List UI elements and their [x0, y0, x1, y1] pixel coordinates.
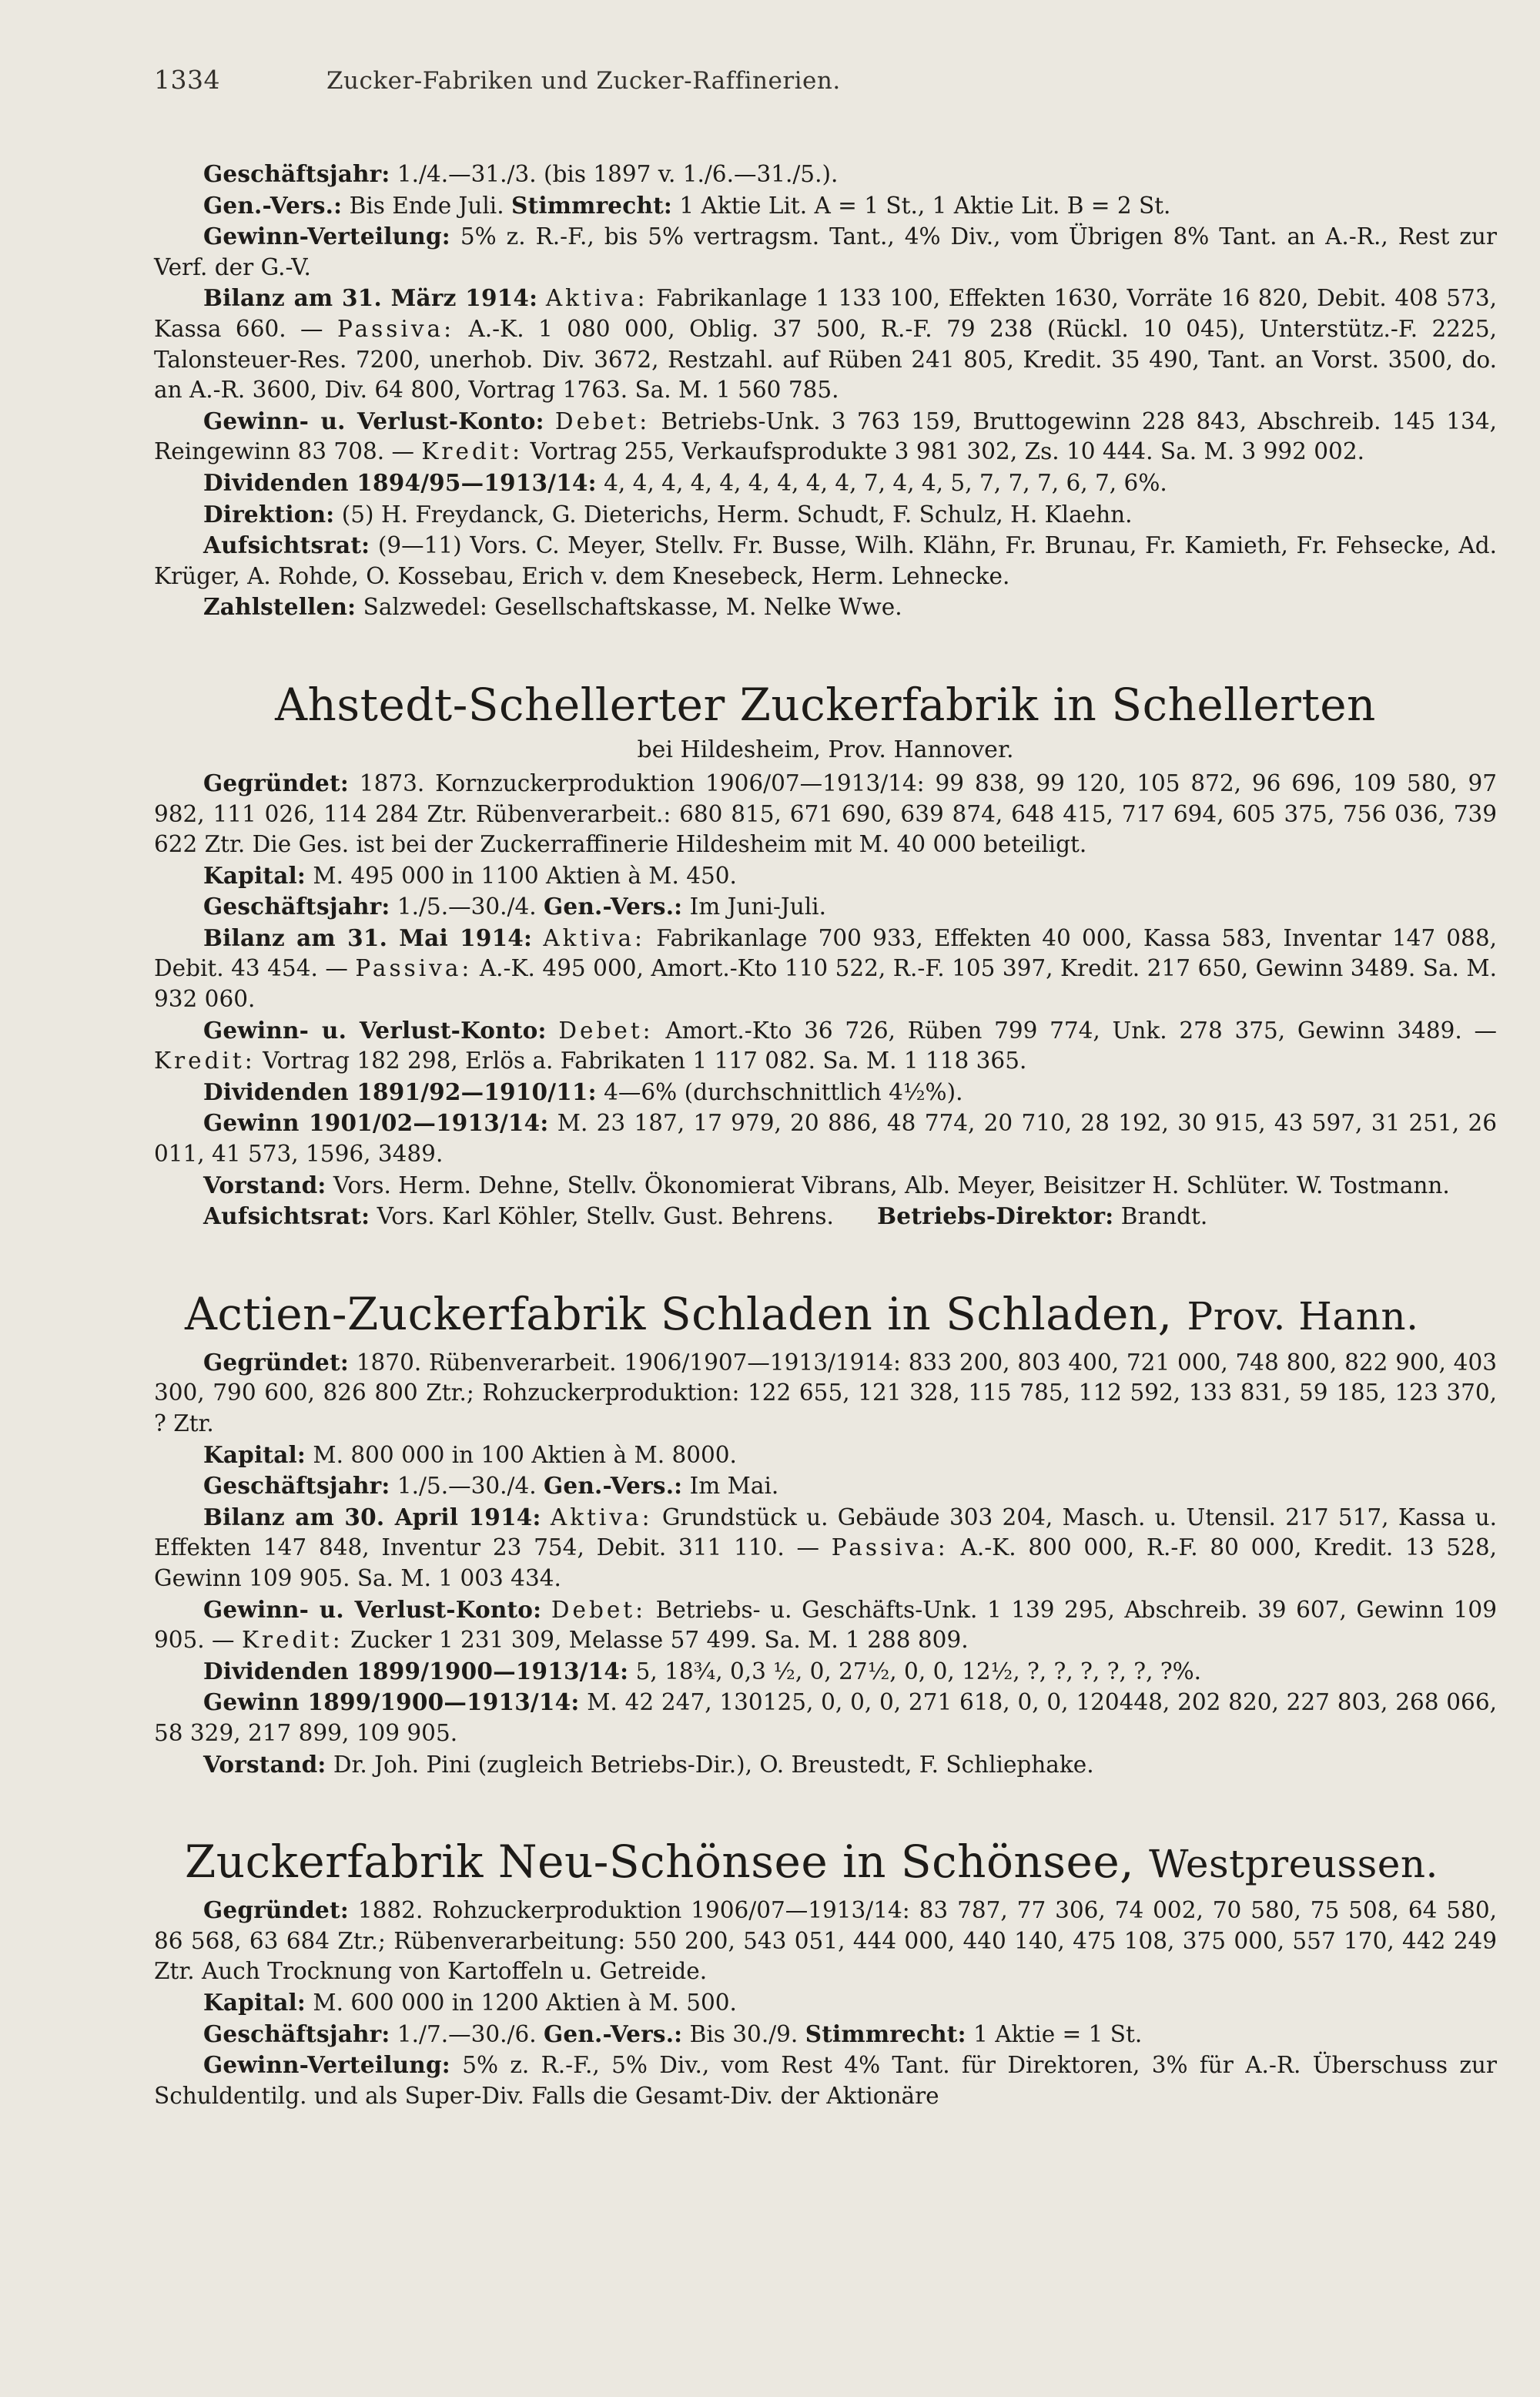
entry-label: Gegründet: [203, 1348, 349, 1376]
section-schladen [154, 1347, 1497, 1780]
section-schoensee [154, 1895, 1497, 2111]
entry-label: Gegründet: [203, 1896, 349, 1924]
debit-label: Debet: [554, 407, 651, 434]
entry-label: Gewinn-Verteilung: [203, 2051, 450, 2079]
entry-label: Dividenden 1899/1900—1913/14: [203, 1657, 629, 1685]
profit-distribution-entry [154, 221, 1497, 283]
entry-text: 1870. Rübenverarbeit. 1906/1907—1913/1914: 833 200, 803 400, 721 000, 748 800, 822 900, 403 300, 790 600, 826 800 Ztr.; Rohzuckerproduktion: 122 655, 121 328, 115 785, 112 592, 133 831, 59 185, 123 370, ? Ztr. [154, 1349, 1497, 1437]
entry-text: Im Juni-Juli. [689, 893, 826, 920]
entry-text: 1./4.—31./3. (bis 1897 v. 1./6.—31./5.). [397, 161, 839, 187]
entry-text: Fabrikanlage 700 933, Effekten 40 000, Kassa 583, Inventar 147 088, Debit. 43 454. — [154, 924, 1497, 982]
entry-label: Gewinn- u. Verlust-Konto: [203, 1016, 547, 1044]
entry-text: 1 Aktie Lit. A = 1 St., 1 Aktie Lit. B = 2 St. [679, 192, 1171, 219]
entry-label: Geschäftsjahr: [203, 160, 390, 187]
board-entry [154, 1170, 1497, 1202]
entry-text: 5% z. R.-F., 5% Div., vom Rest 4% Tant. für Direktoren, 3% für A.-R. Überschuss zur Schuldentilg. und als Super-Div. Falls die Gesamt-Div. der Aktionäre [154, 2052, 1497, 2109]
entry-label: Gewinn 1901/02—1913/14: [203, 1109, 549, 1137]
entry-text: 1./7.—30./6. [397, 2020, 537, 2047]
page-number: 1334 [154, 65, 220, 95]
entry-text: (9—11) Vors. C. Meyer, Stellv. Fr. Busse, Wilh. Klähn, Fr. Brunau, Fr. Kamieth, Fr. Fehsecke, Ad. Krüger, A. Rohde, O. Kossebau, Erich v. dem Knesebeck, Herm. Lehnecke. [154, 532, 1497, 589]
entry-label: Dividenden 1891/92—1910/11: [203, 1078, 597, 1105]
entry-label: Kapital: [203, 1440, 306, 1468]
board-entry [154, 1749, 1497, 1781]
debit-label: Debet: [558, 1017, 654, 1044]
entry-label: Gen.-Vers.: [544, 2020, 683, 2047]
fiscal-year-entry [154, 2019, 1497, 2050]
entry-text: 5% z. R.-F., bis 5% vertragsm. Tant., 4% Div., vom Übrigen 8% Tant. an A.-R., Rest zur Verf. der G.-V. [154, 223, 1497, 280]
entry-label: Gewinn-Verteilung: [203, 223, 450, 250]
dividends-entry [154, 1656, 1497, 1688]
entry-text: Dr. Joh. Pini (zugleich Betriebs-Dir.), O. Breustedt, F. Schliephake. [333, 1751, 1094, 1778]
capital-entry [154, 1440, 1497, 1471]
entry-text: Fabrikanlage 1 133 100, Effekten 1630, Vorräte 16 820, Debit. 408 573, Kassa 660. — [154, 285, 1497, 342]
title-main: Zuckerfabrik Neu-Schönsee in Schönsee, [185, 1835, 1135, 1889]
liabilities-label: Passiva: [337, 315, 455, 342]
entry-text: M. 495 000 in 1100 Aktien à M. 450. [313, 862, 737, 889]
credit-label: Kredit: [421, 438, 524, 465]
entry-label: Aufsichtsrat: [203, 531, 370, 559]
entry-label: Dividenden 1894/95—1913/14: [203, 468, 597, 496]
capital-entry [154, 860, 1497, 892]
general-meeting-entry [154, 190, 1497, 222]
founded-entry [154, 1347, 1497, 1440]
entry-text: M. 42 247, 130125, 0, 0, 0, 271 618, 0, 0, 120448, 202 820, 227 803, 268 066, 58 329, 217 899, 109 905. [154, 1689, 1497, 1746]
entry-label: Bilanz am 30. April 1914: [203, 1503, 541, 1530]
entry-text: Betriebs- u. Geschäfts-Unk. 1 139 295, Abschreib. 39 607, Gewinn 109 905. — [154, 1596, 1497, 1654]
liabilities-label: Passiva: [355, 955, 473, 982]
entry-text: Zucker 1 231 309, Melasse 57 499. Sa. M. 1 288 809. [350, 1627, 969, 1654]
entry-text: Grundstück u. Gebäude 303 204, Masch. u. Utensil. 217 517, Kassa u. Effekten 147 848, Inventur 23 754, Debit. 311 110. — [154, 1504, 1497, 1561]
profit-history-entry [154, 1108, 1497, 1169]
entry-text: 4—6% (durchschnittlich 4½%). [604, 1078, 963, 1105]
profit-distribution-entry [154, 2050, 1497, 2111]
entry-label: Gegründet: [203, 769, 349, 796]
entry-label: Bilanz am 31. Mai 1914: [203, 924, 533, 951]
profit-loss-entry [154, 406, 1497, 468]
fiscal-year-entry [154, 159, 1497, 190]
balance-entry [154, 283, 1497, 405]
entry-label: Geschäftsjahr: [203, 893, 390, 920]
entry-text: 1 Aktie = 1 St. [973, 2020, 1143, 2047]
management-entry [154, 499, 1497, 531]
running-title: Zucker-Fabriken und Zucker-Raffinerien. [326, 67, 841, 95]
balance-entry [154, 923, 1497, 1015]
entry-label: Vorstand: [203, 1750, 326, 1778]
entry-text: 1882. Rohzuckerproduktion 1906/07—1913/14: 83 787, 77 306, 74 002, 70 580, 75 508, 64 580, 86 568, 63 684 Ztr.; Rübenverarbeitung: 550 200, 543 051, 444 000, 440 140, 475 108, 375 000, 557 170, 442 249 Ztr. Auch Trocknung von Kartoffeln u. Getreide. [154, 1897, 1497, 1985]
entry-text: Betriebs-Unk. 3 763 159, Bruttogewinn 228 843, Abschreib. 145 134, Reingewinn 83 708. — [154, 407, 1497, 465]
profit-history-entry [154, 1687, 1497, 1748]
assets-label: Aktiva: [543, 924, 645, 951]
entry-text: M. 23 187, 17 979, 20 886, 48 774, 20 710, 28 192, 30 915, 43 597, 31 251, 26 011, 41 573, 1596, 3489. [154, 1110, 1497, 1168]
company-title-schladen [185, 1288, 1497, 1343]
entry-label: Gewinn- u. Verlust-Konto: [203, 1595, 542, 1623]
founded-entry [154, 1895, 1497, 1987]
dividends-entry [154, 1077, 1497, 1108]
entry-label: Stimmrecht: [805, 2020, 966, 2047]
entry-label: Aufsichtsrat: [203, 1202, 370, 1230]
credit-label: Kredit: [154, 1048, 256, 1074]
entry-text: A.-K. 800 000, R.-F. 80 000, Kredit. 13 528, Gewinn 109 905. Sa. M. 1 003 434. [154, 1534, 1497, 1591]
fiscal-year-entry [154, 891, 1497, 923]
capital-entry [154, 1987, 1497, 2019]
entry-label: Zahlstellen: [203, 593, 357, 621]
entry-label: Gen.-Vers.: [544, 893, 683, 920]
entry-text: Salzwedel: Gesellschaftskasse, M. Nelke Wwe. [363, 594, 902, 621]
company-title-schoensee [185, 1835, 1497, 1890]
company-subtitle: bei Hildesheim, Prov. Hannover. [637, 736, 1014, 763]
assets-label: Aktiva: [545, 285, 648, 312]
entry-label: Gewinn- u. Verlust-Konto: [203, 407, 544, 434]
entry-text: 1./5.—30./4. [397, 1473, 537, 1500]
entry-label: Gen.-Vers.: [544, 1472, 683, 1500]
entry-text: Vors. Karl Köhler, Stellv. Gust. Behrens. [377, 1203, 834, 1230]
supervisory-board-entry [154, 530, 1497, 592]
section-previous-company [154, 159, 1497, 623]
balance-entry [154, 1502, 1497, 1594]
entry-text: Bis 30./9. [689, 2020, 798, 2047]
entry-label: Kapital: [203, 1988, 306, 2016]
entry-text: Amort.-Kto 36 726, Rüben 799 774, Unk. 278 375, Gewinn 3489. — [665, 1017, 1497, 1044]
supervisory-board-entry [154, 1201, 1497, 1232]
entry-label: Betriebs-Direktor: [877, 1202, 1114, 1230]
entry-label: Geschäftsjahr: [203, 2020, 390, 2047]
entry-text: M. 800 000 in 100 Aktien à M. 8000. [313, 1441, 737, 1468]
entry-text: A.-K. 1 080 000, Oblig. 37 500, R.-F. 79 238 (Rückl. 10 045), Unterstütz.-F. 2225, Talonsteuer-Res. 7200, unerhob. Div. 3672, Restzahl. auf Rüben 241 805, Kredit. 35 490, Tant. an Vorst. 3500, do. an A.-R. 3600, Div. 64 800, Vortrag 1763. Sa. M. 1 560 785. [154, 315, 1497, 404]
credit-label: Kredit: [241, 1627, 343, 1654]
entry-text: Im Mai. [689, 1473, 779, 1500]
assets-label: Aktiva: [550, 1504, 653, 1530]
entry-label: Gen.-Vers.: [203, 191, 343, 219]
section-schellerten [154, 768, 1497, 1232]
entry-text: A.-K. 495 000, Amort.-Kto 110 522, R.-F. 105 397, Kredit. 217 650, Gewinn 3489. Sa. M. 932 060. [154, 955, 1497, 1013]
entry-text: 1873. Kornzuckerproduktion 1906/07—1913/14: 99 838, 99 120, 105 872, 96 696, 109 580, 97 982, 111 026, 114 284 Ztr. Rübenverarbeit.: 680 815, 671 690, 639 874, 648 415, 717 694, 605 375, 756 036, 739 622 Ztr. Die Ges. ist bei der Zuckerraffinerie Hildesheim mit M. 40 000 beteiligt. [154, 769, 1497, 858]
entry-label: Direktion: [203, 500, 335, 528]
debit-label: Debet: [551, 1596, 647, 1623]
entry-label: Bilanz am 31. März 1914: [203, 284, 538, 312]
entry-text: Vortrag 255, Verkaufsprodukte 3 981 302, Zs. 10 444. Sa. M. 3 992 002. [530, 438, 1364, 465]
entry-text: Vortrag 182 298, Erlös a. Fabrikaten 1 117 082. Sa. M. 1 118 365. [263, 1048, 1027, 1074]
title-main: Actien-Zuckerfabrik Schladen in Schladen, [185, 1287, 1173, 1340]
entry-text: Brandt. [1120, 1203, 1208, 1230]
founded-entry [154, 768, 1497, 860]
entry-text: 4, 4, 4, 4, 4, 4, 4, 4, 4, 7, 4, 4, 5, 7, 7, 7, 6, 7, 6%. [604, 469, 1167, 496]
dividends-entry [154, 468, 1497, 499]
company-title-schellerten: Ahstedt-Schellerter Zuckerfabrik in Schellerten [275, 678, 1376, 731]
entry-text: 5, 18¾, 0,3 ½, 0, 27½, 0, 0, 12½, ?, ?, ?, ?, ?, ?%. [635, 1658, 1202, 1685]
page-header [154, 65, 1497, 111]
profit-loss-entry [154, 1015, 1497, 1077]
entry-text: Bis Ende Juli. [349, 192, 504, 219]
title-region: Prov. Hann. [1187, 1293, 1419, 1339]
fiscal-year-entry [154, 1470, 1497, 1502]
entry-text: M. 600 000 in 1200 Aktien à M. 500. [313, 1989, 737, 2016]
entry-label: Vorstand: [203, 1171, 326, 1198]
profit-loss-entry [154, 1594, 1497, 1656]
title-region: Westpreussen. [1149, 1842, 1438, 1887]
entry-text: 1./5.—30./4. [397, 893, 537, 920]
entry-text: Vors. Herm. Dehne, Stellv. Ökonomierat Vibrans, Alb. Meyer, Beisitzer H. Schlüter. W. Tostmann. [333, 1172, 1450, 1198]
paying-agents-entry [154, 592, 1497, 623]
entry-text: (5) H. Freydanck, G. Dieterichs, Herm. Schudt, F. Schulz, H. Klaehn. [341, 501, 1133, 528]
entry-label: Gewinn 1899/1900—1913/14: [203, 1688, 580, 1716]
entry-label: Kapital: [203, 861, 306, 889]
entry-label: Geschäftsjahr: [203, 1472, 390, 1500]
entry-label: Stimmrecht: [511, 191, 673, 219]
liabilities-label: Passiva: [831, 1534, 949, 1561]
